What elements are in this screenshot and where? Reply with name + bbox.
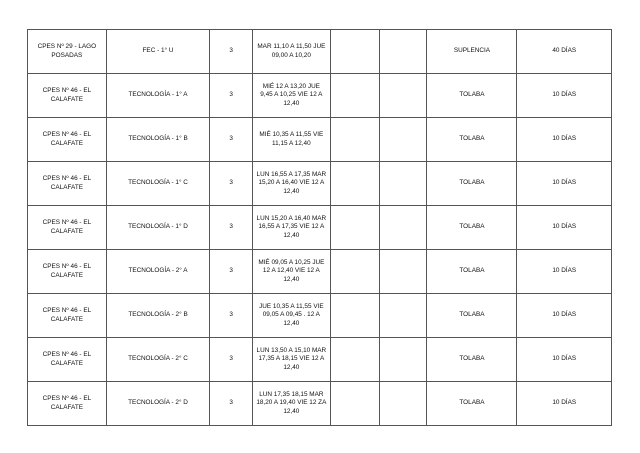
subject-cell xyxy=(106,74,210,118)
reason-cell xyxy=(427,162,517,206)
subject-cell xyxy=(106,30,210,74)
schedule-cell xyxy=(253,118,331,162)
school-cell xyxy=(28,118,107,162)
school-text: CPES Nº 46 - EL CALAFATE xyxy=(42,350,92,367)
schedule-text: LUN 17,35 18,15 MAR 18,20 A 19,40 VIE 12 ZA 12,40 xyxy=(256,390,327,415)
hours-text: 3 xyxy=(229,355,233,363)
subject-text: TECNOLOGÍA - 1° A xyxy=(128,91,188,99)
school-text: CPES Nº 46 - EL CALAFATE xyxy=(42,86,92,103)
schedule-text: MIÉ 09,05 A 10,25 JUE 12 A 12,40 VIE 12 A 12,40 xyxy=(258,258,325,283)
empty-cell-6 xyxy=(380,74,427,118)
table-row xyxy=(28,338,612,382)
schedule-cell xyxy=(253,30,331,74)
reason-text: TOLABA xyxy=(459,135,485,143)
hours-cell xyxy=(210,338,253,382)
school-cell xyxy=(28,74,107,118)
empty-cell-5 xyxy=(330,206,380,250)
schedule-cell xyxy=(253,294,331,338)
reason-text: SUPLENCIA xyxy=(453,47,491,55)
hours-text: 3 xyxy=(229,179,233,187)
schedule-cell xyxy=(253,382,331,426)
schedule-text: JUE 10,35 A 11,55 VIE 09,05 A 09,45 . 12 A 12,40 xyxy=(259,302,324,327)
hours-text: 3 xyxy=(229,91,233,99)
subject-cell xyxy=(106,338,210,382)
reason-text: TOLABA xyxy=(459,399,485,407)
empty-cell-5 xyxy=(330,382,380,426)
schedule-text: MIÉ 12 A 13,20 JUE 9,45 A 10,25 VIE 12 A 12,40 xyxy=(260,82,323,107)
hours-text: 3 xyxy=(229,311,233,319)
school-cell xyxy=(28,250,107,294)
empty-cell-5 xyxy=(330,294,380,338)
subject-cell xyxy=(106,250,210,294)
hours-text: 3 xyxy=(229,399,233,407)
hours-cell xyxy=(210,74,253,118)
duration-text: 10 DÍAS xyxy=(552,91,577,99)
hours-cell xyxy=(210,250,253,294)
hours-text: 3 xyxy=(229,47,233,55)
subject-text: TECNOLOGÍA - 2° B xyxy=(128,311,188,319)
school-cell xyxy=(28,30,107,74)
reason-text: TOLABA xyxy=(459,91,485,99)
reason-cell xyxy=(427,30,517,74)
table-row xyxy=(28,30,612,74)
subject-text: TECNOLOGÍA - 1° B xyxy=(128,135,188,143)
subject-cell xyxy=(106,162,210,206)
subject-text: TECNOLOGÍA - 2° A xyxy=(128,267,188,275)
reason-cell xyxy=(427,74,517,118)
hours-cell xyxy=(210,294,253,338)
table-row xyxy=(28,74,612,118)
empty-cell-6 xyxy=(380,118,427,162)
table-row xyxy=(28,162,612,206)
schedule-cell xyxy=(253,250,331,294)
duration-cell xyxy=(517,162,612,206)
reason-text: TOLABA xyxy=(459,311,485,319)
subject-text: TECNOLOGÍA - 1° D xyxy=(128,223,188,231)
schedule-cell xyxy=(253,206,331,250)
subject-text: TECNOLOGÍA - 2° D xyxy=(128,399,188,407)
subject-text: TECNOLOGÍA - 2° C xyxy=(128,355,188,363)
reason-cell xyxy=(427,382,517,426)
table-row xyxy=(28,382,612,426)
hours-cell xyxy=(210,30,253,74)
school-text: CPES Nº 46 - EL CALAFATE xyxy=(42,174,92,191)
table-row xyxy=(28,250,612,294)
subject-text: TECNOLOGÍA - 1° C xyxy=(128,179,188,187)
hours-cell xyxy=(210,382,253,426)
empty-cell-6 xyxy=(380,206,427,250)
empty-cell-6 xyxy=(380,30,427,74)
hours-cell xyxy=(210,118,253,162)
duration-cell xyxy=(517,74,612,118)
duration-text: 10 DÍAS xyxy=(552,179,577,187)
school-text: CPES Nº 46 - EL CALAFATE xyxy=(42,130,92,147)
duration-text: 10 DÍAS xyxy=(552,135,577,143)
duration-text: 10 DÍAS xyxy=(552,399,577,407)
school-text: CPES Nº 46 - EL CALAFATE xyxy=(42,394,92,411)
empty-cell-5 xyxy=(330,162,380,206)
duration-text: 10 DÍAS xyxy=(552,223,577,231)
reason-text: TOLABA xyxy=(459,267,485,275)
reason-text: TOLABA xyxy=(459,179,485,187)
hours-text: 3 xyxy=(229,135,233,143)
duration-text: 40 DÍAS xyxy=(552,47,577,55)
schedule-text: LUN 15,20 A 16,40 MAR 16,55 A 17,35 VIE 12 A 12,40 xyxy=(256,214,327,239)
hours-text: 3 xyxy=(229,223,233,231)
reason-cell xyxy=(427,250,517,294)
hours-cell xyxy=(210,162,253,206)
schedule-text: MAR 11,10 A 11,50 JUE 09,00 A 10,20 xyxy=(257,42,326,59)
duration-text: 10 DÍAS xyxy=(552,311,577,319)
school-text: CPES Nº 46 - EL CALAFATE xyxy=(42,218,92,235)
schedule-text: LUN 13,50 A 15,10 MAR 17,35 A 18,15 VIE 12 A 12,40 xyxy=(256,346,327,371)
school-cell xyxy=(28,294,107,338)
schedule-cell xyxy=(253,162,331,206)
duration-cell xyxy=(517,206,612,250)
duration-cell xyxy=(517,30,612,74)
table-body xyxy=(28,30,612,426)
duration-cell xyxy=(517,338,612,382)
schedule-text: LUN 16,55 A 17,35 MAR 15,20 A 16,40 VIE 12 A 12,40 xyxy=(256,170,327,195)
school-cell xyxy=(28,382,107,426)
reason-cell xyxy=(427,338,517,382)
school-cell xyxy=(28,338,107,382)
school-text: CPES Nº 46 - EL CALAFATE xyxy=(42,262,92,279)
empty-cell-5 xyxy=(330,74,380,118)
hours-text: 3 xyxy=(229,267,233,275)
table-row xyxy=(28,118,612,162)
empty-cell-5 xyxy=(330,250,380,294)
subject-text: FEC - 1° U xyxy=(142,47,174,55)
empty-cell-6 xyxy=(380,294,427,338)
subject-cell xyxy=(106,294,210,338)
table-row xyxy=(28,206,612,250)
empty-cell-6 xyxy=(380,250,427,294)
subject-cell xyxy=(106,206,210,250)
duration-cell xyxy=(517,294,612,338)
empty-cell-6 xyxy=(380,338,427,382)
reason-cell xyxy=(427,118,517,162)
duration-text: 10 DÍAS xyxy=(552,267,577,275)
duration-cell xyxy=(517,382,612,426)
school-text: CPES Nº 29 - LAGO POSADAS xyxy=(37,42,97,59)
empty-cell-6 xyxy=(380,382,427,426)
duration-cell xyxy=(517,118,612,162)
reason-text: TOLABA xyxy=(459,223,485,231)
vacancy-table xyxy=(27,29,612,426)
duration-cell xyxy=(517,250,612,294)
school-cell xyxy=(28,206,107,250)
subject-cell xyxy=(106,118,210,162)
hours-cell xyxy=(210,206,253,250)
reason-text: TOLABA xyxy=(459,355,485,363)
schedule-text: MIÉ 10,35 A 11,55 VIE 11,15 A 12,40 xyxy=(259,130,324,147)
schedule-cell xyxy=(253,74,331,118)
schedule-cell xyxy=(253,338,331,382)
table-row xyxy=(28,294,612,338)
empty-cell-5 xyxy=(330,118,380,162)
subject-cell xyxy=(106,382,210,426)
school-cell xyxy=(28,162,107,206)
school-text: CPES Nº 46 - EL CALAFATE xyxy=(42,306,92,323)
empty-cell-5 xyxy=(330,338,380,382)
empty-cell-6 xyxy=(380,162,427,206)
empty-cell-5 xyxy=(330,30,380,74)
reason-cell xyxy=(427,206,517,250)
duration-text: 10 DÍAS xyxy=(552,355,577,363)
reason-cell xyxy=(427,294,517,338)
